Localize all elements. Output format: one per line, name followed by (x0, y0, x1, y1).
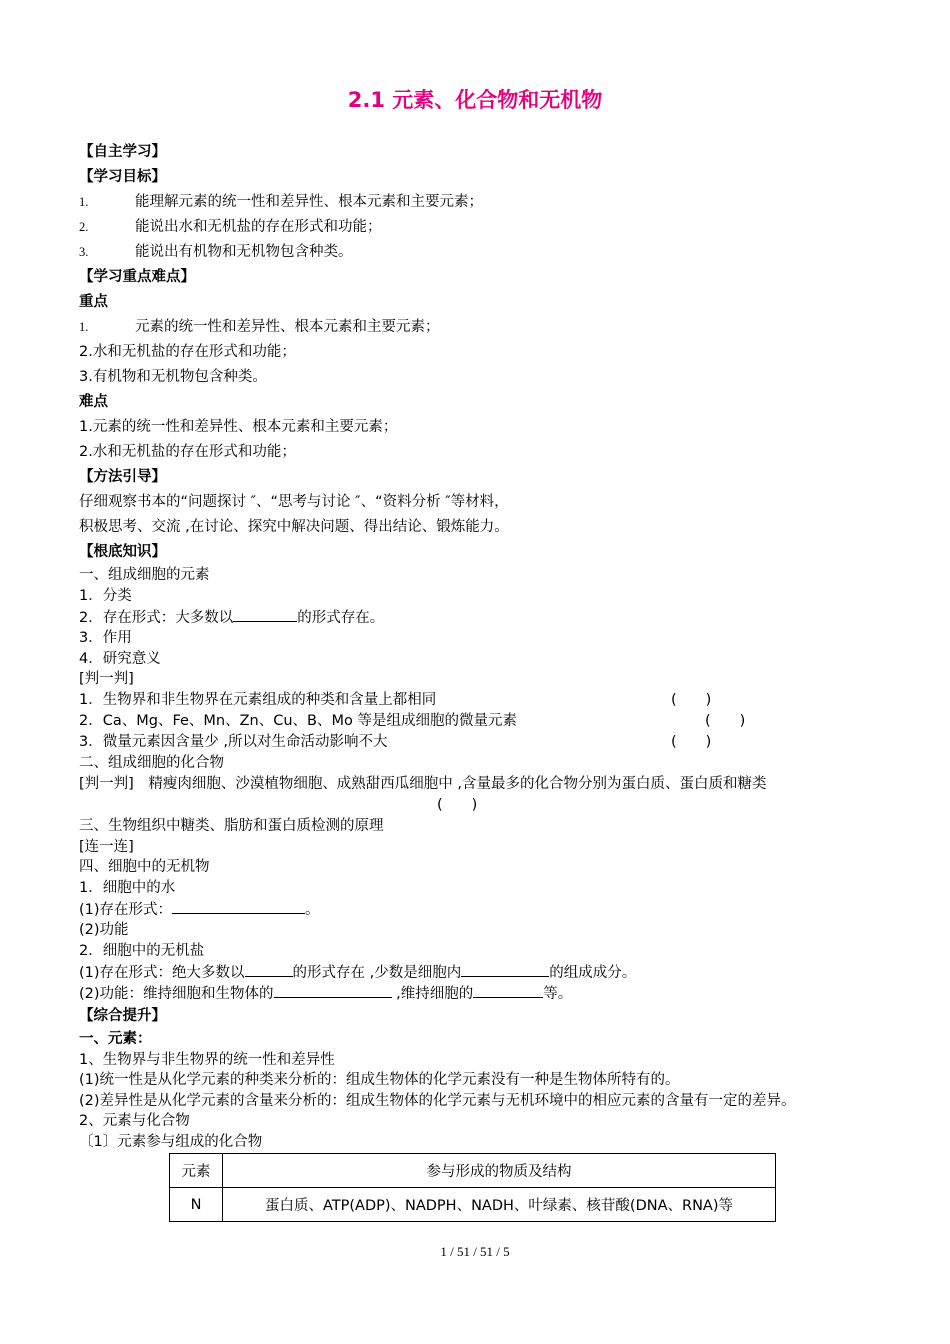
list-item (79, 607, 891, 628)
nandian-item: 1.元素的统一性和差异性、根本元素和主要元素； (79, 419, 398, 435)
part-heading: 一、组成细胞的元素 (79, 567, 210, 583)
text-fragment: (1)存在形式： (79, 902, 173, 919)
heading-zhongdian: 重点 (79, 294, 108, 310)
list-item: 1．细胞中的水 (79, 880, 176, 897)
section-gendi: 【根底知识】 (79, 544, 166, 560)
goal-number: 2. (79, 220, 89, 234)
section-zizhu: 【自主学习】 (79, 144, 166, 160)
list-item (79, 962, 891, 983)
judge-item (79, 732, 891, 753)
text-fragment: 等。 (543, 985, 573, 1002)
fangfa-text: 积极思考、交流 ,在讨论、探究中解决问题、得出结论、锻炼能力。 (79, 519, 509, 535)
page-title: 2.1 元素、化合物和无机物 (347, 88, 603, 112)
section-fangfa: 【方法引导】 (79, 469, 166, 485)
table-cell: N (170, 1188, 223, 1222)
nandian-item: 2.水和无机盐的存在形式和功能； (79, 444, 296, 460)
list-item: 3．作用 (79, 629, 132, 646)
zhongdian-item (79, 315, 891, 340)
zhongdian-item: 2.水和无机盐的存在形式和功能； (79, 344, 296, 360)
zhongdian-text: 元素的统一性和差异性、根本元素和主要元素； (135, 319, 440, 335)
list-item: 4．研究意义 (79, 650, 161, 667)
part-heading: 四、细胞中的无机物 (79, 859, 210, 876)
part-heading: 二、组成细胞的化合物 (79, 755, 224, 772)
list-item (79, 983, 891, 1004)
answer-paren[interactable]: ( ) (671, 734, 712, 751)
zhongdian-item: 3.有机物和无机物包含种类。 (79, 369, 267, 385)
answer-paren[interactable]: ( ) (437, 796, 478, 813)
connect-heading: [连一连] (79, 838, 134, 855)
fill-blank[interactable] (274, 983, 392, 998)
text-fragment: 的形式存在。 (297, 609, 385, 626)
section-zonghe: 【综合提升】 (79, 1007, 166, 1024)
table-header-cell: 元素 (170, 1154, 223, 1188)
text-fragment: 的形式存在 ,少数是细胞内 (292, 964, 462, 981)
list-item: 〔1〕元素参与组成的化合物 (79, 1134, 263, 1151)
table-header-row (170, 1154, 776, 1188)
answer-paren[interactable]: ( ) (671, 692, 712, 709)
fangfa-text: 仔细观察书本的“问题探讨 ″、“思考与讨论 ″、“资料分析 ″等材料， (79, 494, 509, 510)
section-zhongnan: 【学习重点难点】 (79, 269, 195, 285)
list-item: 2．细胞中的无机盐 (79, 943, 205, 960)
goal-item (79, 240, 891, 265)
list-item: (2)功能 (79, 922, 129, 939)
section-mubiao: 【学习目标】 (79, 169, 166, 185)
judge-item: [判一判] 精瘦肉细胞、沙漠植物细胞、成熟甜西瓜细胞中 ,含量最多的化合物分别为蛋白质、蛋白质和糖类 (79, 775, 767, 792)
fill-blank[interactable] (245, 962, 293, 977)
judge-item (79, 711, 891, 732)
text-fragment: 2．存在形式：大多数以 (79, 609, 234, 626)
part-heading: 一、元素： (79, 1030, 152, 1047)
goal-number: 1. (79, 195, 89, 209)
table-header-cell: 参与形成的物质及结构 (223, 1154, 776, 1188)
fill-blank[interactable] (233, 607, 297, 622)
answer-paren[interactable]: ( ) (705, 713, 746, 730)
goal-text: 能说出有机物和无机物包含种类。 (135, 244, 353, 260)
list-item: 2、元素与化合物 (79, 1113, 190, 1130)
list-item: 1．分类 (79, 587, 132, 604)
fill-blank[interactable] (473, 983, 543, 998)
heading-nandian: 难点 (79, 394, 108, 410)
element-table (169, 1153, 776, 1222)
part-heading: 三、生物组织中糖类、脂肪和蛋白质检测的原理 (79, 817, 384, 834)
goal-text: 能说出水和无机盐的存在形式和功能； (135, 219, 382, 235)
list-item: 1、生物界与非生物界的统一性和差异性 (79, 1051, 335, 1068)
judge-text: 1．生物界和非生物界在元素组成的种类和含量上都相同 (79, 692, 437, 709)
table-row (170, 1188, 776, 1222)
text-fragment: ,维持细胞的 (391, 985, 474, 1002)
judge-item (79, 690, 891, 711)
goal-number: 3. (79, 245, 89, 259)
document-body (79, 140, 891, 1222)
paragraph: (1)统一性是从化学元素的种类来分析的：组成生物体的化学元素没有一种是生物体所特有的。 (79, 1072, 680, 1089)
text-fragment: 。 (305, 902, 320, 919)
page-footer: 1 / 51 / 51 / 5 (440, 1244, 510, 1259)
judge-heading: [判一判] (79, 671, 134, 688)
table-cell: 蛋白质、ATP(ADP)、NADPH、NADH、叶绿素、核苷酸(DNA、RNA)等 (223, 1188, 776, 1222)
goal-text: 能理解元素的统一性和差异性、根本元素和主要元素； (135, 194, 483, 210)
goal-item (79, 215, 891, 240)
fill-blank[interactable] (172, 899, 305, 914)
paragraph: (2)差异性是从化学元素的含量来分析的：组成生物体的化学元素与无机环境中的相应元素的含量有一定的差异。 (79, 1093, 796, 1110)
fill-blank[interactable] (461, 962, 549, 977)
text-fragment: 的组成成分。 (549, 964, 637, 981)
judge-text: 2．Ca、Mg、Fe、Mn、Zn、Cu、B、Mo 等是组成细胞的微量元素 (79, 713, 517, 730)
list-item (79, 899, 891, 920)
text-fragment: (2)功能：维持细胞和生物体的 (79, 985, 274, 1002)
goal-item (79, 190, 891, 215)
zhongdian-number: 1. (79, 320, 89, 334)
judge-text: 3．微量元素因含量少 ,所以对生命活动影响不大 (79, 734, 388, 751)
text-fragment: (1)存在形式：绝大多数以 (79, 964, 245, 981)
